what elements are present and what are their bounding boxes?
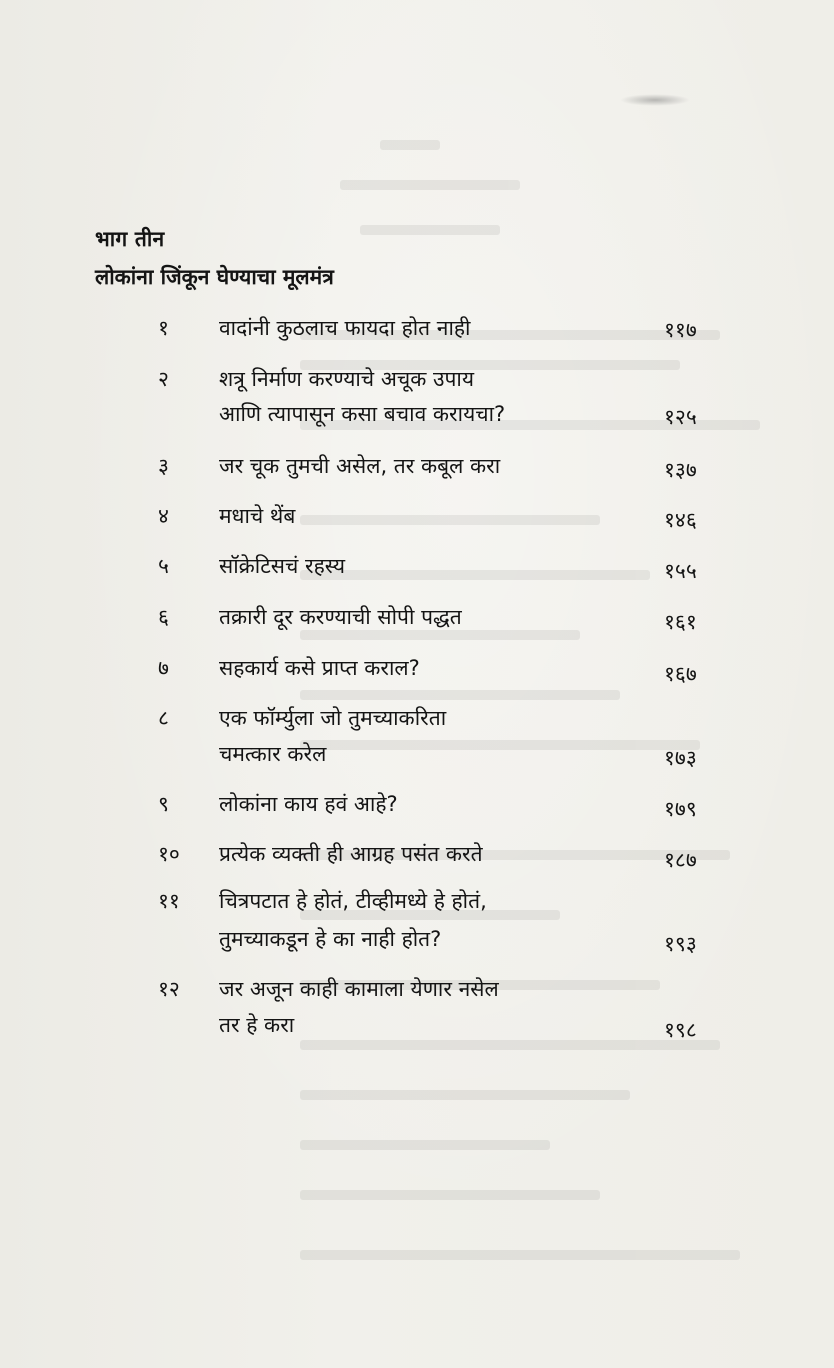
- chapter-title: तक्रारी दूर करण्याची सोपी पद्धत: [219, 605, 462, 629]
- chapter-number: ३: [158, 454, 169, 478]
- chapter-title: मधाचे थेंब: [219, 504, 296, 528]
- chapter-page-number: १३७: [664, 458, 697, 482]
- chapter-page-number: १४६: [664, 508, 697, 532]
- chapter-page-number: १२५: [664, 405, 697, 429]
- chapter-page-number: १८७: [664, 848, 697, 872]
- chapter-page-number: १९३: [664, 932, 697, 956]
- chapter-page-number: १६७: [664, 662, 697, 686]
- chapter-page-number: १९८: [664, 1018, 697, 1042]
- chapter-title-continued: तर हे करा: [219, 1013, 295, 1037]
- chapter-page-number: १७३: [664, 746, 697, 770]
- chapter-number: २: [158, 367, 169, 391]
- chapter-page-number: १५५: [664, 559, 697, 583]
- chapter-number: १: [158, 316, 169, 340]
- chapter-number: १०: [158, 842, 180, 866]
- chapter-title: जर अजून काही कामाला येणार नसेल: [219, 977, 499, 1001]
- chapter-title: प्रत्येक व्यक्ती ही आग्रह पसंत करते: [219, 842, 483, 866]
- chapter-title: जर चूक तुमची असेल, तर कबूल करा: [219, 454, 501, 478]
- chapter-title-continued: तुमच्याकडून हे का नाही होत?: [219, 927, 442, 951]
- chapter-number: ४: [158, 504, 169, 528]
- chapter-number: ८: [158, 706, 169, 730]
- part-label: भाग तीन: [95, 227, 165, 251]
- part-title: लोकांना जिंकून घेण्याचा मूलमंत्र: [95, 265, 334, 289]
- chapter-page-number: १६१: [664, 610, 697, 634]
- chapter-title-continued: आणि त्यापासून कसा बचाव करायचा?: [219, 402, 506, 426]
- chapter-title: शत्रू निर्माण करण्याचे अचूक उपाय: [219, 367, 475, 391]
- chapter-number: ५: [158, 554, 169, 578]
- chapter-title: सॉक्रेटिसचं रहस्य: [219, 554, 346, 578]
- chapter-title: वादांनी कुठलाच फायदा होत नाही: [219, 316, 471, 340]
- chapter-number: ११: [158, 889, 180, 913]
- chapter-number: १२: [158, 977, 180, 1001]
- chapter-page-number: १७९: [664, 797, 697, 821]
- chapter-number: ९: [158, 792, 169, 816]
- chapter-number: ६: [158, 605, 169, 629]
- chapter-title: लोकांना काय हवं आहे?: [219, 792, 398, 816]
- chapter-title-continued: चमत्कार करेल: [219, 742, 327, 766]
- chapter-title: एक फॉर्म्युला जो तुमच्याकरिता: [219, 706, 447, 730]
- chapter-title: सहकार्य कसे प्राप्त कराल?: [219, 656, 420, 680]
- chapter-title: चित्रपटात हे होतं, टीव्हीमध्ये हे होतं,: [219, 889, 487, 913]
- chapter-number: ७: [158, 656, 169, 680]
- chapter-page-number: ११७: [664, 318, 697, 342]
